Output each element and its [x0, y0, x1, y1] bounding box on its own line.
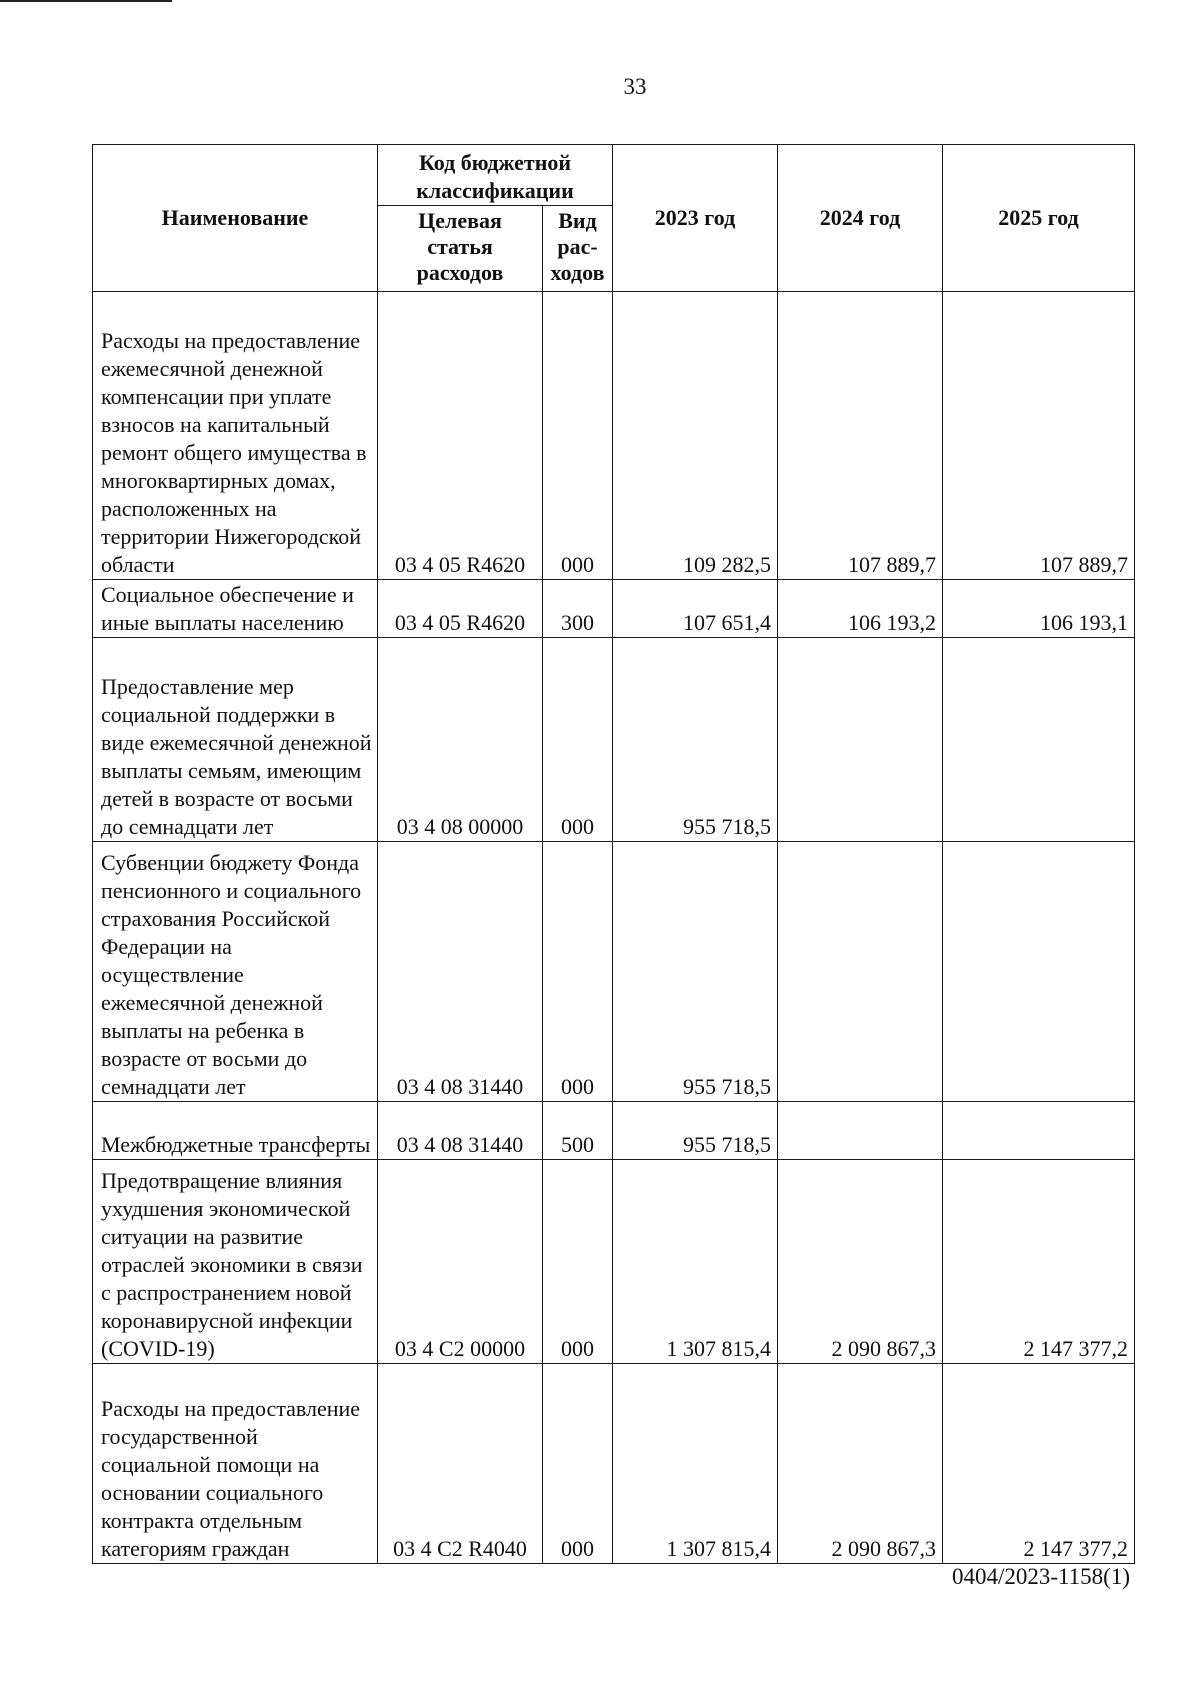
table-body — [93, 292, 1135, 1564]
row-target-article: 03 4 08 00000 — [378, 638, 543, 842]
row-value-2023: 107 651,4 — [613, 580, 778, 638]
row-value-2024 — [778, 1102, 943, 1160]
row-name: Предоставление мер социальной поддержки в виде ежемесячной денежной выплаты семьям, имеющим детей в возрасте от восьми до семнадцати лет — [93, 638, 378, 842]
row-expense-type: 500 — [543, 1102, 613, 1160]
row-value-2024 — [778, 842, 943, 1102]
header-expense-type: Вид рас-ходов — [543, 206, 613, 292]
table-row — [93, 292, 1135, 580]
row-value-2025 — [943, 1102, 1135, 1160]
row-value-2025: 2 147 377,2 — [943, 1160, 1135, 1364]
row-name: Межбюджетные трансферты — [93, 1102, 378, 1160]
row-value-2025 — [943, 638, 1135, 842]
row-value-2023: 955 718,5 — [613, 638, 778, 842]
header-year-2024: 2024 год — [778, 145, 943, 292]
table-row — [93, 1102, 1135, 1160]
header-year-2023: 2023 год — [613, 145, 778, 292]
row-value-2024 — [778, 638, 943, 842]
row-value-2023: 1 307 815,4 — [613, 1160, 778, 1364]
header-year-2025: 2025 год — [943, 145, 1135, 292]
row-value-2024: 106 193,2 — [778, 580, 943, 638]
row-target-article: 03 4 08 31440 — [378, 1102, 543, 1160]
row-name: Расходы на предоставление ежемесячной денежной компенсации при уплате взносов на капитальный ремонт общего имущества в многоквартирных домах, расположенных на территории Нижегородской области — [93, 292, 378, 580]
row-value-2024: 2 090 867,3 — [778, 1160, 943, 1364]
row-name: Социальное обеспечение и иные выплаты населению — [93, 580, 378, 638]
row-value-2023: 109 282,5 — [613, 292, 778, 580]
table-row — [93, 1160, 1135, 1364]
row-name: Расходы на предоставление государственной социальной помощи на основании социального контракта отдельным категориям граждан — [93, 1364, 378, 1564]
row-value-2023: 955 718,5 — [613, 1102, 778, 1160]
row-name: Субвенции бюджету Фонда пенсионного и социального страхования Российской Федерации на осуществление ежемесячной денежной выплаты на ребенка в возрасте от восьми до семнадцати лет — [93, 842, 378, 1102]
row-expense-type: 000 — [543, 1364, 613, 1564]
row-expense-type: 000 — [543, 292, 613, 580]
row-value-2025: 106 193,1 — [943, 580, 1135, 638]
row-expense-type: 000 — [543, 638, 613, 842]
row-value-2024: 2 090 867,3 — [778, 1364, 943, 1564]
scan-corner-mark — [0, 0, 172, 2]
table-header — [93, 145, 1135, 292]
row-name: Предотвращение влияния ухудшения экономической ситуации на развитие отраслей экономики в связи с распространением новой коронавирусной инфекции (COVID-19) — [93, 1160, 378, 1364]
row-value-2023: 1 307 815,4 — [613, 1364, 778, 1564]
header-code-group: Код бюджетной классификации — [378, 145, 613, 206]
table-row — [93, 842, 1135, 1102]
header-row-top — [93, 145, 1135, 206]
table-row — [93, 1364, 1135, 1564]
table-row — [93, 580, 1135, 638]
row-value-2024: 107 889,7 — [778, 292, 943, 580]
row-target-article: 03 4 05 R4620 — [378, 580, 543, 638]
row-value-2025 — [943, 842, 1135, 1102]
table-row — [93, 638, 1135, 842]
row-expense-type: 000 — [543, 1160, 613, 1364]
budget-table — [92, 144, 1135, 1564]
document-registration-number: 0404/2023-1158(1) — [951, 1564, 1130, 1589]
row-expense-type: 000 — [543, 842, 613, 1102]
page-number: 33 — [623, 74, 647, 99]
row-target-article: 03 4 C2 00000 — [378, 1160, 543, 1364]
row-value-2025: 107 889,7 — [943, 292, 1135, 580]
header-name: Наименование — [93, 145, 378, 292]
row-expense-type: 300 — [543, 580, 613, 638]
row-value-2025: 2 147 377,2 — [943, 1364, 1135, 1564]
row-target-article: 03 4 C2 R4040 — [378, 1364, 543, 1564]
row-value-2023: 955 718,5 — [613, 842, 778, 1102]
row-target-article: 03 4 08 31440 — [378, 842, 543, 1102]
header-target-article: Целевая статья расходов — [378, 206, 543, 292]
row-target-article: 03 4 05 R4620 — [378, 292, 543, 580]
